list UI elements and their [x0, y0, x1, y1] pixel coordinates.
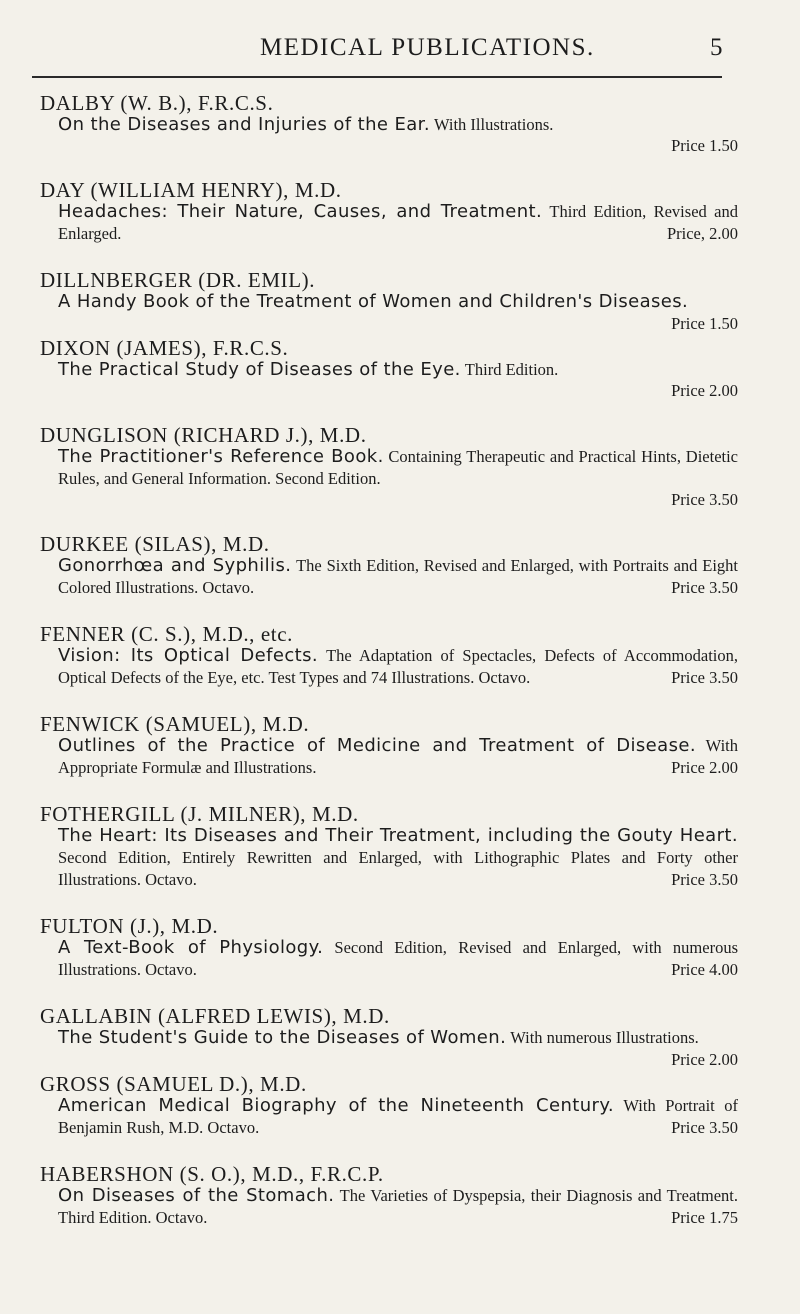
publication-entry	[0, 713, 800, 779]
book-details: With Illustrations.	[433, 115, 554, 134]
author-name: DALBY (W. B.), F.R.C.S.	[40, 91, 274, 115]
entry-description	[58, 114, 738, 136]
author-name: DUNGLISON (RICHARD J.), M.D.	[40, 423, 367, 447]
book-price: Price 3.50	[671, 490, 738, 509]
publication-entry	[0, 623, 800, 689]
author-name: DAY (WILLIAM HENRY), M.D.	[40, 178, 342, 202]
book-details: The Sixth Edition, Revised and Enlarged, with Portraits and Eight Colored Illustrations. Octavo.	[58, 556, 738, 597]
entry-description	[58, 555, 738, 599]
entry-description	[58, 201, 738, 245]
book-title: The Practical Study of Diseases of the Eye.	[58, 359, 461, 380]
book-price: Price 3.50	[671, 870, 738, 889]
author-name: FENNER (C. S.), M.D., etc.	[40, 622, 294, 646]
entry-description	[58, 359, 738, 381]
book-title: Gonorrhœa and Syphilis.	[58, 555, 292, 576]
book-price: Price 4.00	[671, 960, 738, 979]
author-name: GALLABIN (ALFRED LEWIS), M.D.	[40, 1004, 390, 1028]
author-name: HABERSHON (S. O.), M.D., F.R.C.P.	[40, 1162, 384, 1186]
author-name: FULTON (J.), M.D.	[40, 914, 219, 938]
page-header	[0, 34, 800, 74]
book-title: The Practitioner's Reference Book.	[58, 446, 384, 467]
entry-description	[58, 735, 738, 779]
book-title: Vision: Its Optical Defects.	[58, 645, 319, 666]
book-details: Second Edition, Entirely Rewritten and Enlarged, with Lithographic Plates and Forty other Illustrations. Octavo.	[58, 848, 738, 889]
page-title: MEDICAL PUBLICATIONS.	[260, 34, 595, 61]
book-details: Second Edition, Revised and Enlarged, with numerous Illustrations. Octavo.	[58, 938, 738, 979]
book-title: American Medical Biography of the Nineteenth Century.	[58, 1095, 614, 1116]
publication-entry	[0, 1004, 800, 1069]
entry-description	[58, 1027, 738, 1069]
publication-entry	[0, 424, 800, 509]
book-details: Containing Therapeutic and Practical Hints, Dietetic Rules, and General Information. Second Edition.	[58, 447, 739, 488]
book-details: With Portrait of Benjamin Rush, M.D. Octavo.	[58, 1096, 739, 1137]
book-title: The Heart: Its Diseases and Their Treatment, including the Gouty Heart.	[58, 825, 738, 846]
book-price: Price 1.50	[671, 314, 738, 333]
author-name: GROSS (SAMUEL D.), M.D.	[40, 1072, 307, 1096]
book-title: A Handy Book of the Treatment of Women and Children's Diseases.	[58, 291, 689, 312]
book-details: With numerous Illustrations.	[510, 1028, 699, 1047]
author-name: FOTHERGILL (J. MILNER), M.D.	[40, 802, 359, 826]
book-price: Price 3.50	[671, 578, 738, 597]
book-title: A Text-Book of Physiology.	[58, 937, 324, 958]
book-title: On Diseases of the Stomach.	[58, 1185, 335, 1206]
book-title: On the Diseases and Injuries of the Ear.	[58, 114, 430, 135]
book-details: With Appropriate Formulæ and Illustrations.	[58, 736, 738, 777]
entry-description	[58, 446, 738, 490]
publication-entry	[0, 533, 800, 599]
book-details: The Adaptation of Spectacles, Defects of Accommodation, Optical Defects of the Eye, etc. Test Types and 74 Illustrations. Octavo.	[58, 646, 739, 687]
publication-entry	[0, 92, 800, 155]
book-details: The Varieties of Dyspepsia, their Diagnosis and Treatment. Third Edition. Octavo.	[58, 1186, 739, 1227]
publication-entry	[0, 1073, 800, 1139]
header-rule	[32, 76, 722, 78]
book-price: Price 1.50	[671, 136, 738, 155]
book-title: The Student's Guide to the Diseases of Women.	[58, 1027, 507, 1048]
entry-description	[58, 825, 738, 891]
author-name: FENWICK (SAMUEL), M.D.	[40, 712, 310, 736]
entry-description	[58, 645, 738, 689]
book-details: Third Edition.	[464, 360, 559, 379]
publication-entry	[0, 268, 800, 333]
publication-entry	[0, 1163, 800, 1229]
book-title: Headaches: Their Nature, Causes, and Treatment.	[58, 201, 543, 222]
publication-list	[0, 92, 800, 1253]
book-price: Price 3.50	[671, 1118, 738, 1137]
entry-description	[58, 937, 738, 981]
page-number: 5	[710, 34, 723, 61]
author-name: DILLNBERGER (DR. EMIL).	[40, 268, 316, 292]
publication-entry	[0, 915, 800, 981]
book-price: Price 1.75	[671, 1208, 738, 1227]
entry-description	[58, 291, 738, 333]
entry-description	[58, 1095, 738, 1139]
book-price: Price 3.50	[671, 668, 738, 687]
publication-entry	[0, 337, 800, 400]
publication-entry	[0, 179, 800, 245]
publication-entry	[0, 803, 800, 891]
author-name: DIXON (JAMES), F.R.C.S.	[40, 336, 289, 360]
book-details: Third Edition, Revised and Enlarged.	[58, 202, 738, 243]
book-price: Price, 2.00	[666, 224, 738, 243]
entry-description	[58, 1185, 738, 1229]
book-price: Price 2.00	[671, 381, 738, 400]
book-price: Price 2.00	[671, 758, 738, 777]
author-name: DURKEE (SILAS), M.D.	[40, 532, 270, 556]
book-title: Outlines of the Practice of Medicine and Treatment of Disease.	[58, 735, 696, 756]
book-price: Price 2.00	[671, 1050, 738, 1069]
